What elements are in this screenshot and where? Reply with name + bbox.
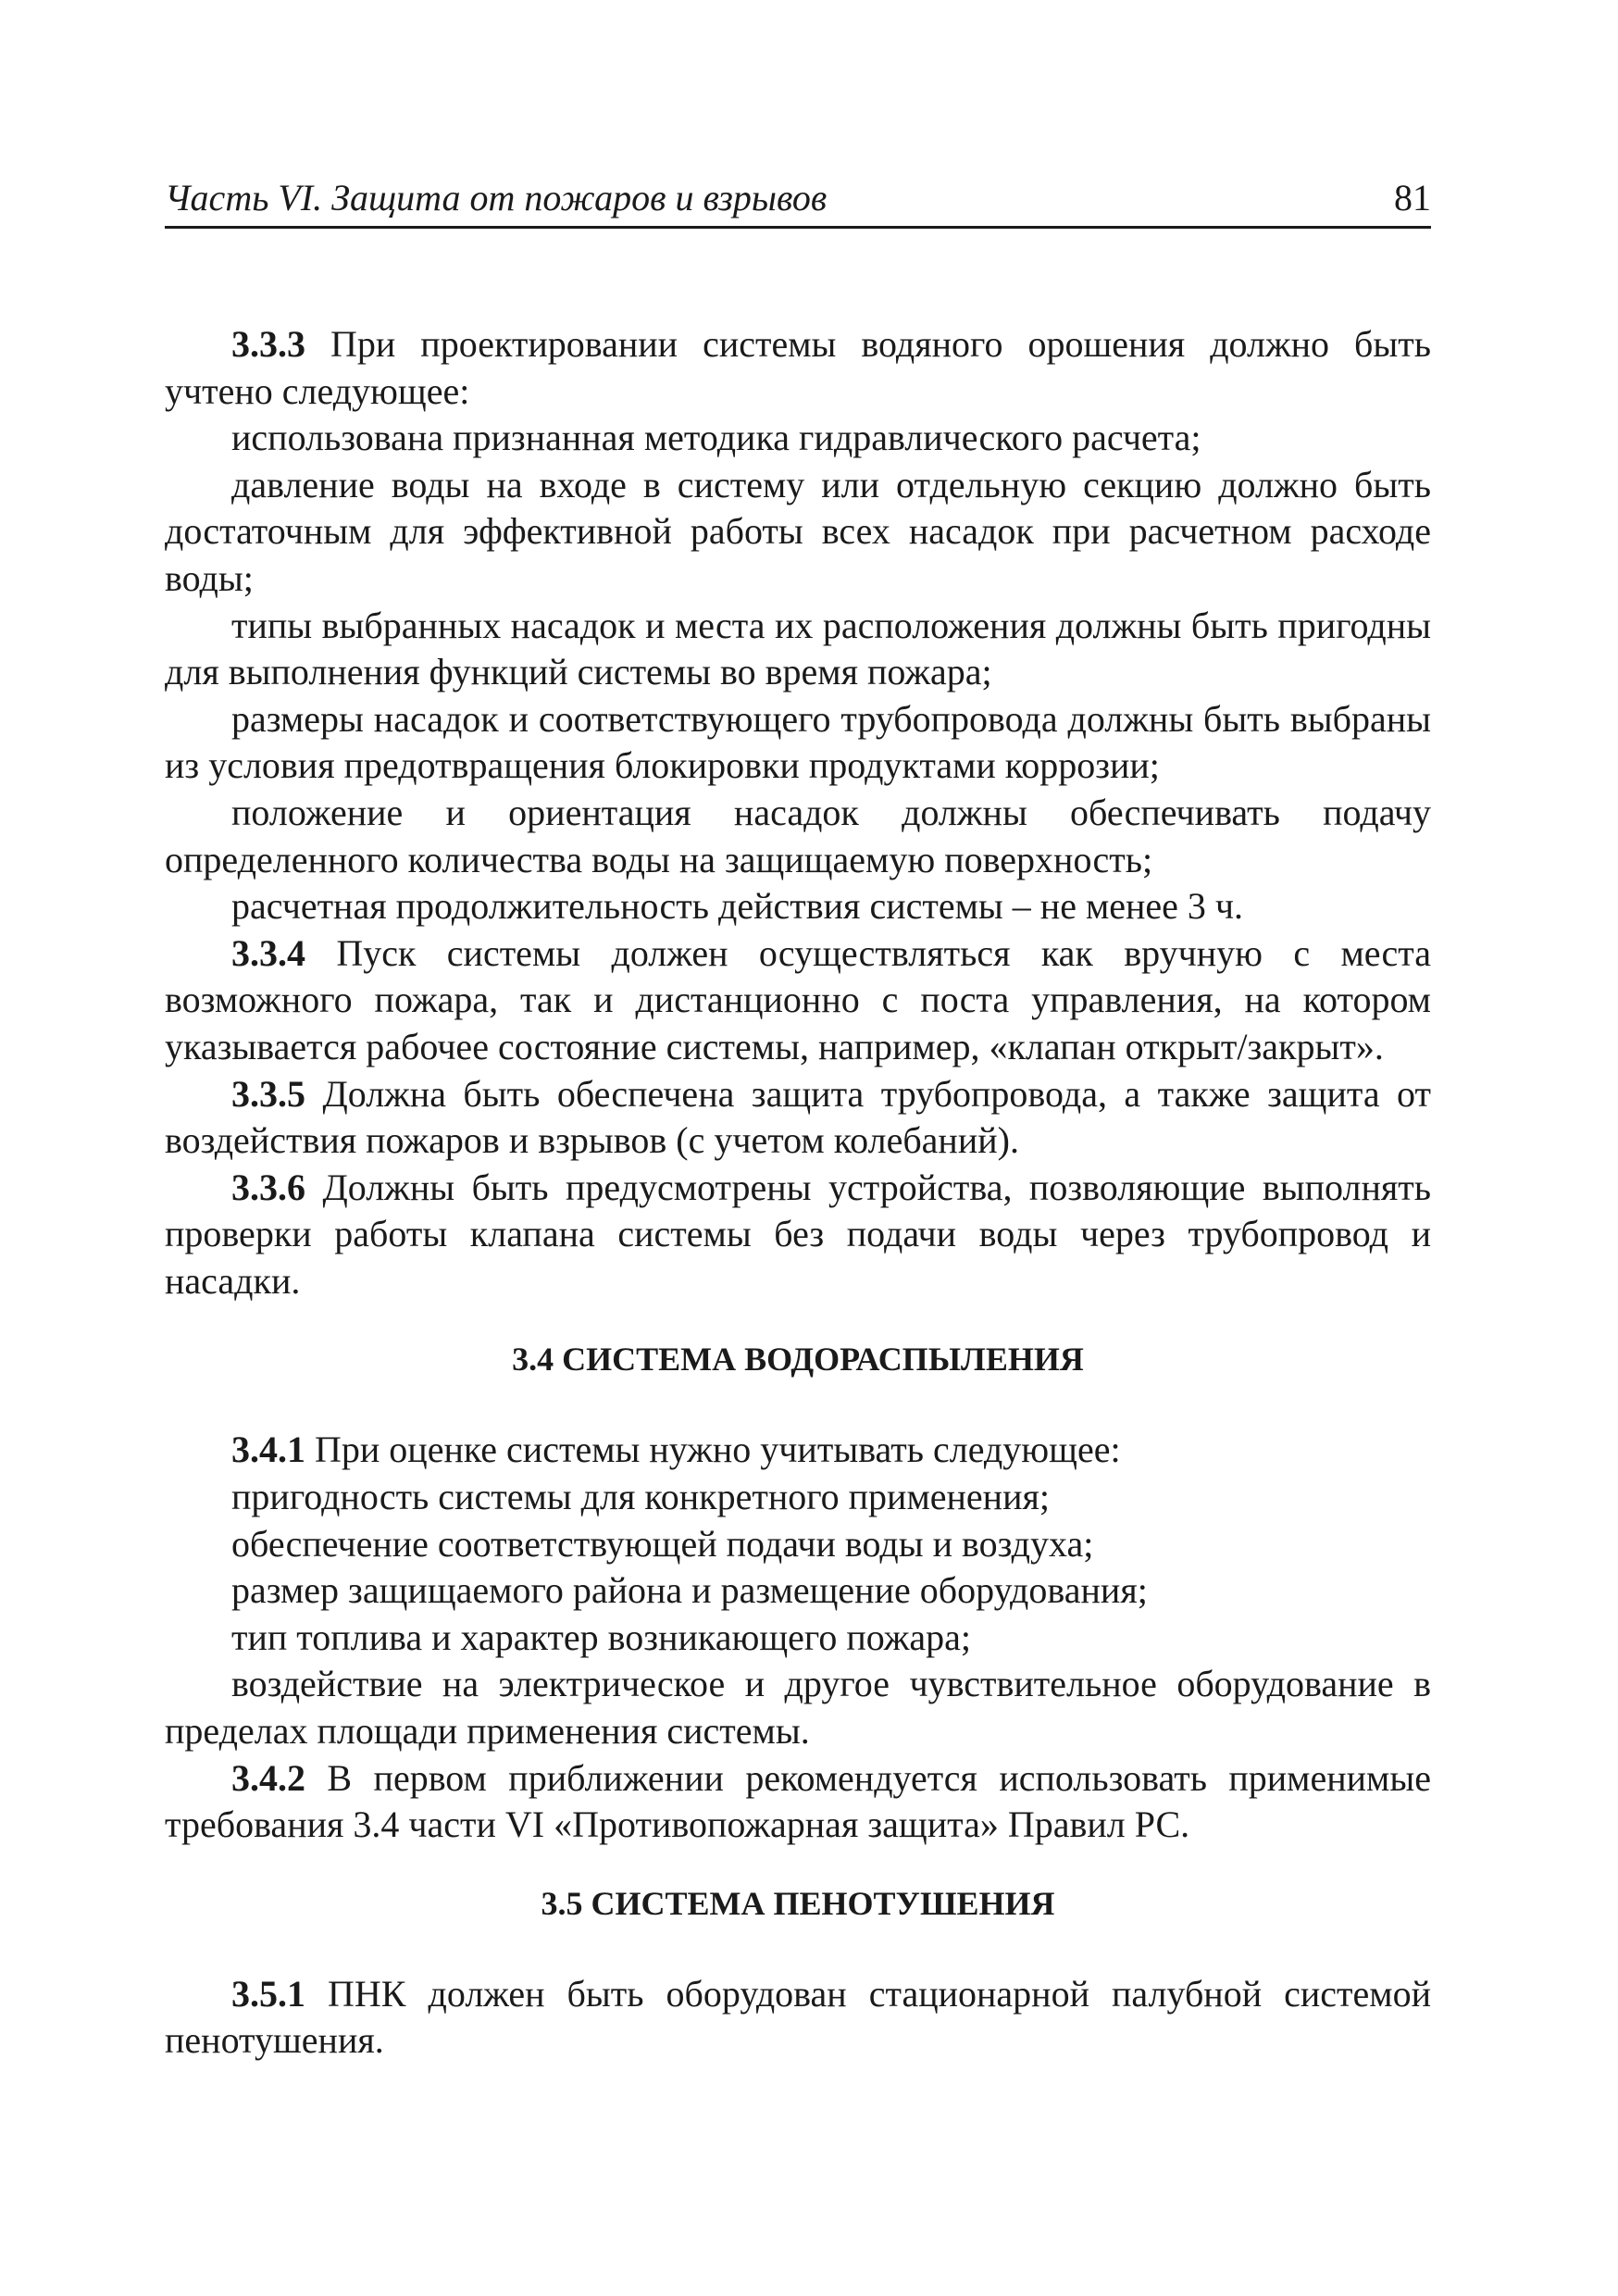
running-header-title: Часть VI. Защита от пожаров и взрывов xyxy=(165,177,828,218)
paragraph xyxy=(165,930,1431,1071)
document-body xyxy=(165,321,1431,2065)
document-page xyxy=(165,176,1431,2065)
paragraph xyxy=(165,1071,1431,1165)
page-number: 81 xyxy=(1394,177,1431,218)
section-heading: 3.4 СИСТЕМА ВОДОРАСПЫЛЕНИЯ xyxy=(512,1341,1084,1379)
paragraph-text: расчетная продолжительность действия системы – не менее 3 ч. xyxy=(231,885,1244,928)
paragraph-text: размер защищаемого района и размещение оборудования; xyxy=(231,1569,1148,1612)
paragraph xyxy=(165,1165,1431,1305)
paragraph-text: При оценке системы нужно учитывать следующее: xyxy=(305,1429,1121,1471)
paragraph-text: Должны быть предусмотрены устройства, позволяющие выполнять проверки работы клапана системы без подачи воды через трубопровод и насадки. xyxy=(165,1166,1431,1302)
section-heading: 3.5 СИСТЕМА ПЕНОТУШЕНИЯ xyxy=(541,1884,1055,1922)
paragraph-text: использована признанная методика гидравлического расчета; xyxy=(231,417,1201,459)
paragraph xyxy=(165,1615,1431,1662)
paragraph-text: Пуск системы должен осуществляться как вручную с места возможного пожара, так и дистанционно с поста управления, на котором указывается рабочее состояние системы, например, «клапан открыт/закрыт». xyxy=(165,931,1431,1067)
paragraph xyxy=(165,1474,1431,1521)
paragraph xyxy=(165,1567,1431,1615)
clause-number: 3.3.3 xyxy=(231,323,305,365)
paragraph-text: тип топлива и характер возникающего пожара; xyxy=(231,1616,971,1658)
paragraph-text: В первом приближении рекомендуется использовать применимые требования 3.4 части VI «Противопожарная защита» Правил РС. xyxy=(165,1756,1431,1846)
paragraph-text: положение и ориентация насадок должны обеспечивать подачу определенного количества воды на защищаемую поверхность; xyxy=(165,791,1431,880)
paragraph xyxy=(165,1427,1431,1474)
paragraph xyxy=(165,321,1431,415)
clause-number: 3.4.1 xyxy=(231,1429,305,1471)
paragraph xyxy=(165,415,1431,462)
paragraph-text: размеры насадок и соответствующего трубопровода должны быть выбраны из условия предотвращения блокировки продуктами коррозии; xyxy=(165,697,1431,787)
paragraph xyxy=(165,696,1431,790)
clause-number: 3.5.1 xyxy=(231,1972,305,2015)
paragraph-text: типы выбранных насадок и места их расположения должны быть пригодны для выполнения функций системы во время пожара; xyxy=(165,604,1431,693)
paragraph-text: Должна быть обеспечена защита трубопровода, а также защита от воздействия пожаров и взрывов (с учетом колебаний). xyxy=(165,1072,1431,1162)
paragraph-text: давление воды на входе в систему или отдельную секцию должно быть достаточным для эффективной работы всех насадок при расчетном расходе воды; xyxy=(165,463,1431,599)
paragraph-text: пригодность системы для конкретного применения; xyxy=(231,1476,1051,1518)
paragraph xyxy=(165,1521,1431,1568)
paragraph-text: обеспечение соответствующей подачи воды и воздуха; xyxy=(231,1522,1094,1565)
paragraph-text: воздействие на электрическое и другое чувствительное оборудование в пределах площади применения системы. xyxy=(165,1663,1431,1753)
paragraph xyxy=(165,1755,1431,1849)
paragraph xyxy=(165,1661,1431,1754)
paragraph xyxy=(165,462,1431,603)
paragraph-text: При проектировании системы водяного орошения должно быть учтено следующее: xyxy=(165,323,1431,412)
clause-number: 3.3.4 xyxy=(231,931,305,974)
paragraph xyxy=(165,603,1431,696)
clause-number: 3.3.6 xyxy=(231,1166,305,1208)
paragraph xyxy=(165,790,1431,883)
clause-number: 3.4.2 xyxy=(231,1756,305,1799)
clause-number: 3.3.5 xyxy=(231,1072,305,1115)
running-header xyxy=(165,176,1431,229)
paragraph xyxy=(165,883,1431,930)
paragraph xyxy=(165,1971,1431,2065)
paragraph-text: ПНК должен быть оборудован стационарной палубной системой пенотушения. xyxy=(165,1972,1431,2062)
